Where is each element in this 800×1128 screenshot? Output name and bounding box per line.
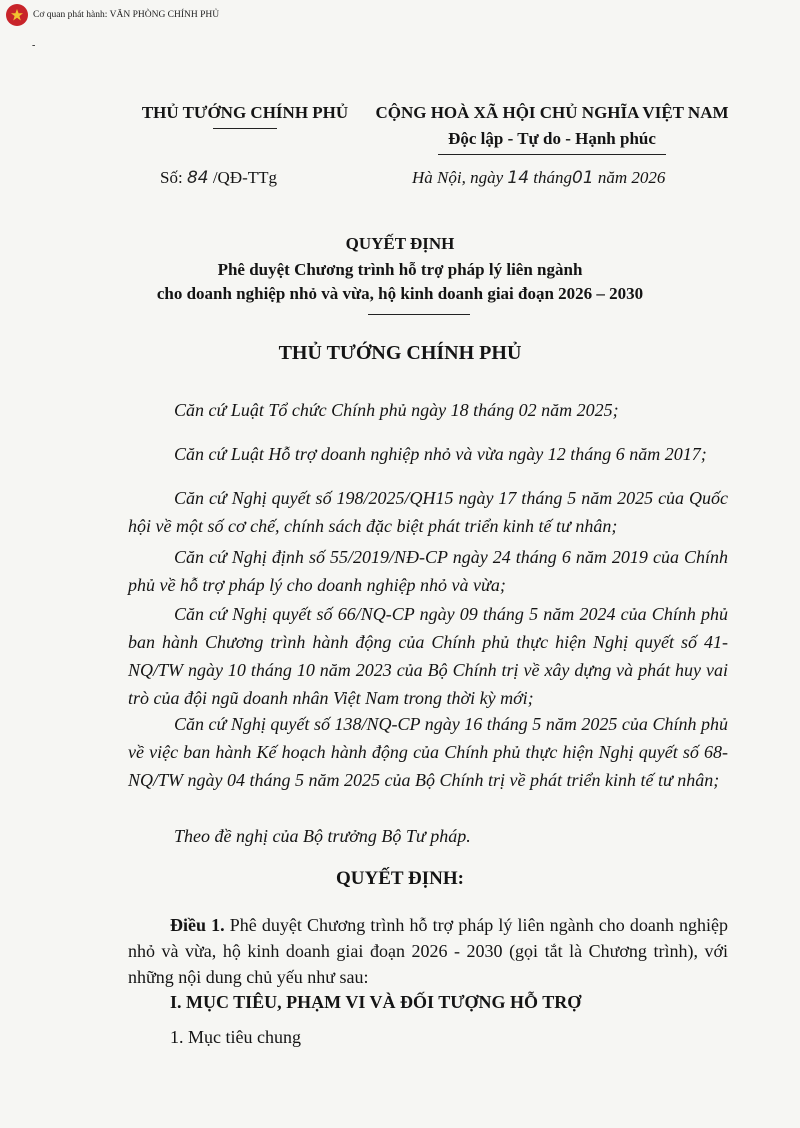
number-value: 84 xyxy=(186,168,209,188)
date-prefix: Hà Nội, ngày xyxy=(412,168,504,187)
section-heading: I. MỤC TIÊU, PHẠM VI VÀ ĐỐI TƯỢNG HỖ TRỢ xyxy=(170,992,582,1012)
national-motto: Độc lập - Tự do - Hạnh phúc xyxy=(448,129,656,148)
authority-heading: THỦ TƯỚNG CHÍNH PHỦ xyxy=(278,342,522,364)
date-month: 01 xyxy=(572,168,594,188)
authority-underline xyxy=(213,128,277,129)
national-title: CỘNG HOÀ XÃ HỘI CHỦ NGHĨA VIỆT NAM xyxy=(375,103,729,122)
motto-underline xyxy=(438,154,666,155)
document-date xyxy=(412,168,665,188)
margin-dash: - xyxy=(32,40,36,51)
issuer-bar xyxy=(6,4,219,26)
legal-basis: Căn cứ Nghị quyết số 138/NQ-CP ngày 16 tháng 5 năm 2025 của Chính phủ về việc ban hành Kế hoạch hành động của Chính phủ thực hiện Nghị quyết số 68-NQ/TW ngày 04 tháng 5 năm 2025 của Bộ Chính trị về phát triển kinh tế tư nhân; xyxy=(128,714,728,790)
date-month-word: tháng xyxy=(533,168,573,187)
number-prefix: Số: xyxy=(160,168,183,187)
document-subject xyxy=(0,258,800,306)
article-1 xyxy=(128,912,728,990)
date-day: 14 xyxy=(507,168,530,188)
national-header-block xyxy=(360,100,744,155)
document-type: QUYẾT ĐỊNH xyxy=(345,234,455,253)
article-1-label: Điều 1. xyxy=(170,915,225,935)
proposal-basis: Theo đề nghị của Bộ trưởng Bộ Tư pháp. xyxy=(174,826,471,846)
subject-underline xyxy=(368,314,470,315)
date-year: năm 2026 xyxy=(597,168,666,187)
number-suffix: /QĐ-TTg xyxy=(212,168,278,187)
national-emblem-icon xyxy=(6,4,28,26)
issuing-authority: THỦ TƯỚNG CHÍNH PHỦ xyxy=(141,103,349,122)
subject-line: Phê duyệt Chương trình hỗ trợ pháp lý liên ngành xyxy=(217,260,583,279)
legal-basis: Căn cứ Luật Tổ chức Chính phủ ngày 18 tháng 02 năm 2025; xyxy=(174,400,619,420)
legal-basis: Căn cứ Nghị quyết số 66/NQ-CP ngày 09 tháng 5 năm 2024 của Chính phủ ban hành Chương trình hành động của Chính phủ thực hiện Nghị quyết số 41-NQ/TW ngày 10 tháng 10 năm 2023 của Bộ Chính trị về xây dựng và phát huy vai trò của đội ngũ doanh nhân Việt Nam trong thời kỳ mới; xyxy=(128,604,728,708)
subject-line: cho doanh nghiệp nhỏ và vừa, hộ kinh doanh giai đoạn 2026 – 2030 xyxy=(156,284,644,303)
legal-basis: Căn cứ Luật Hỗ trợ doanh nghiệp nhỏ và vừa ngày 12 tháng 6 năm 2017; xyxy=(174,444,707,464)
issuing-authority-block xyxy=(132,100,358,129)
legal-basis: Căn cứ Nghị định số 55/2019/NĐ-CP ngày 24 tháng 6 năm 2019 của Chính phủ về hỗ trợ pháp lý cho doanh nghiệp nhỏ và vừa; xyxy=(128,547,728,595)
decision-heading: QUYẾT ĐỊNH: xyxy=(336,868,464,889)
document-number xyxy=(160,168,277,188)
legal-basis: Căn cứ Nghị quyết số 198/2025/QH15 ngày 17 tháng 5 năm 2025 của Quốc hội về một số cơ chế, chính sách đặc biệt phát triển kinh tế tư nhân; xyxy=(128,488,728,536)
issuer-label: Cơ quan phát hành: VĂN PHÒNG CHÍNH PHỦ xyxy=(33,10,220,20)
article-1-text: Phê duyệt Chương trình hỗ trợ pháp lý liên ngành cho doanh nghiệp nhỏ và vừa, hộ kinh doanh giai đoạn 2026 - 2030 (gọi tắt là Chương trình), với những nội dung chủ yếu như sau: xyxy=(128,915,729,987)
subsection-heading: 1. Mục tiêu chung xyxy=(170,1027,301,1047)
